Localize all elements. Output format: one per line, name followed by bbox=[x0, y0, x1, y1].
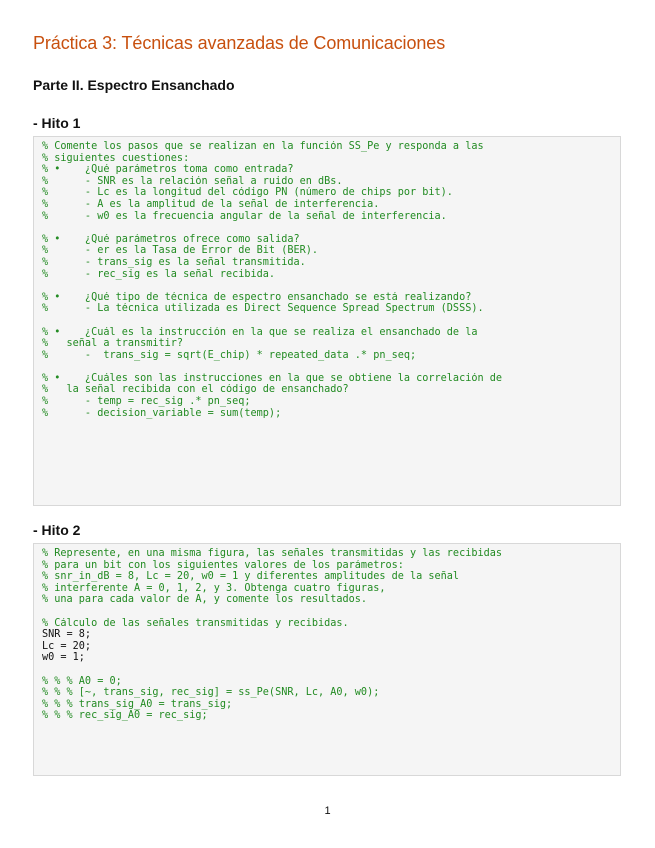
code-comment-line: % - decision_variable = sum(temp); bbox=[42, 407, 282, 419]
code-comment-line: % - La técnica utilizada es Direct Sequence Spread Spectrum (DSSS). bbox=[42, 303, 484, 315]
page-number: 1 bbox=[324, 805, 331, 817]
code-blank-line bbox=[42, 664, 614, 676]
code-blank-line bbox=[42, 361, 614, 373]
code-comment-line: % - SNR es la relación señal a ruido en dBs. bbox=[42, 175, 343, 187]
code-comment-line: % • ¿Qué parámetros ofrece como salida? bbox=[42, 233, 300, 245]
code-comment-line: % Comente los pasos que se realizan en la función SS_Pe y responda a las bbox=[42, 141, 484, 152]
code-comment-line: % % % A0 = 0; bbox=[42, 675, 122, 687]
code-comment-line: % - temp = rec_sig .* pn_seq; bbox=[42, 396, 251, 408]
code-blank-line bbox=[42, 280, 614, 292]
code-comment-line: % % % trans_sig_A0 = trans_sig; bbox=[42, 698, 233, 710]
code-comment-line: % • ¿Cuáles son las instrucciones en la que se obtiene la correlación de bbox=[42, 372, 503, 384]
section-heading-hito-1: - Hito 1 bbox=[33, 115, 81, 131]
code-comment-line: % Cálculo de las señales transmitidas y recibidas. bbox=[42, 617, 349, 629]
code-comment-line: % siguientes cuestiones: bbox=[42, 152, 190, 164]
code-comment-line: % % % [~, trans_sig, rec_sig] = ss_Pe(SNR, Lc, A0, w0); bbox=[42, 687, 380, 699]
code-comment-line: % la señal recibida con el código de ensanchado? bbox=[42, 384, 349, 396]
code-blank-line bbox=[42, 222, 614, 234]
section-heading-hito-2: - Hito 2 bbox=[33, 522, 81, 538]
code-block-hito-1 bbox=[33, 136, 621, 506]
code-comment-line: % - A es la amplitud de la señal de interferencia. bbox=[42, 198, 380, 210]
code-statement-line: w0 = 1; bbox=[42, 652, 85, 664]
code-comment-line: % - rec_sig es la señal recibida. bbox=[42, 268, 276, 280]
part-title: Parte II. Espectro Ensanchado bbox=[33, 77, 235, 93]
code-comment-line: % - Lc es la longitud del código PN (número de chips por bit). bbox=[42, 187, 453, 199]
code-comment-line: % una para cada valor de A, y comente los resultados. bbox=[42, 594, 368, 606]
code-statement-line: Lc = 20; bbox=[42, 640, 92, 652]
code-comment-line: % - er es la Tasa de Error de Bit (BER). bbox=[42, 245, 319, 257]
code-blank-line bbox=[42, 606, 614, 618]
code-comment-line: % • ¿Qué parámetros toma como entrada? bbox=[42, 164, 294, 176]
code-comment-line: % • ¿Cuál es la instrucción en la que se realiza el ensanchado de la bbox=[42, 326, 478, 338]
code-comment-line: % señal a transmitir? bbox=[42, 338, 184, 350]
document-title: Práctica 3: Técnicas avanzadas de Comunicaciones bbox=[33, 33, 446, 53]
code-comment-line: % • ¿Qué tipo de técnica de espectro ensanchado se está realizando? bbox=[42, 291, 472, 303]
code-comment-line: % snr_in_dB = 8, Lc = 20, w0 = 1 y diferentes amplitudes de la señal bbox=[42, 571, 460, 583]
code-comment-line: % Represente, en una misma figura, las señales transmitidas y las recibidas bbox=[42, 548, 503, 559]
code-comment-line: % - w0 es la frecuencia angular de la señal de interferencia. bbox=[42, 210, 447, 222]
code-block-hito-2 bbox=[33, 543, 621, 776]
code-comment-line: % para un bit con los siguientes valores de los parámetros: bbox=[42, 559, 404, 571]
code-comment-line: % interferente A = 0, 1, 2, y 3. Obtenga cuatro figuras, bbox=[42, 582, 386, 594]
code-statement-line: SNR = 8; bbox=[42, 629, 92, 641]
code-comment-line: % % % rec_sig_A0 = rec_sig; bbox=[42, 710, 208, 722]
code-blank-line bbox=[42, 315, 614, 327]
code-comment-line: % - trans_sig = sqrt(E_chip) * repeated_data .* pn_seq; bbox=[42, 349, 417, 361]
code-comment-line: % - trans_sig es la señal transmitida. bbox=[42, 256, 306, 268]
